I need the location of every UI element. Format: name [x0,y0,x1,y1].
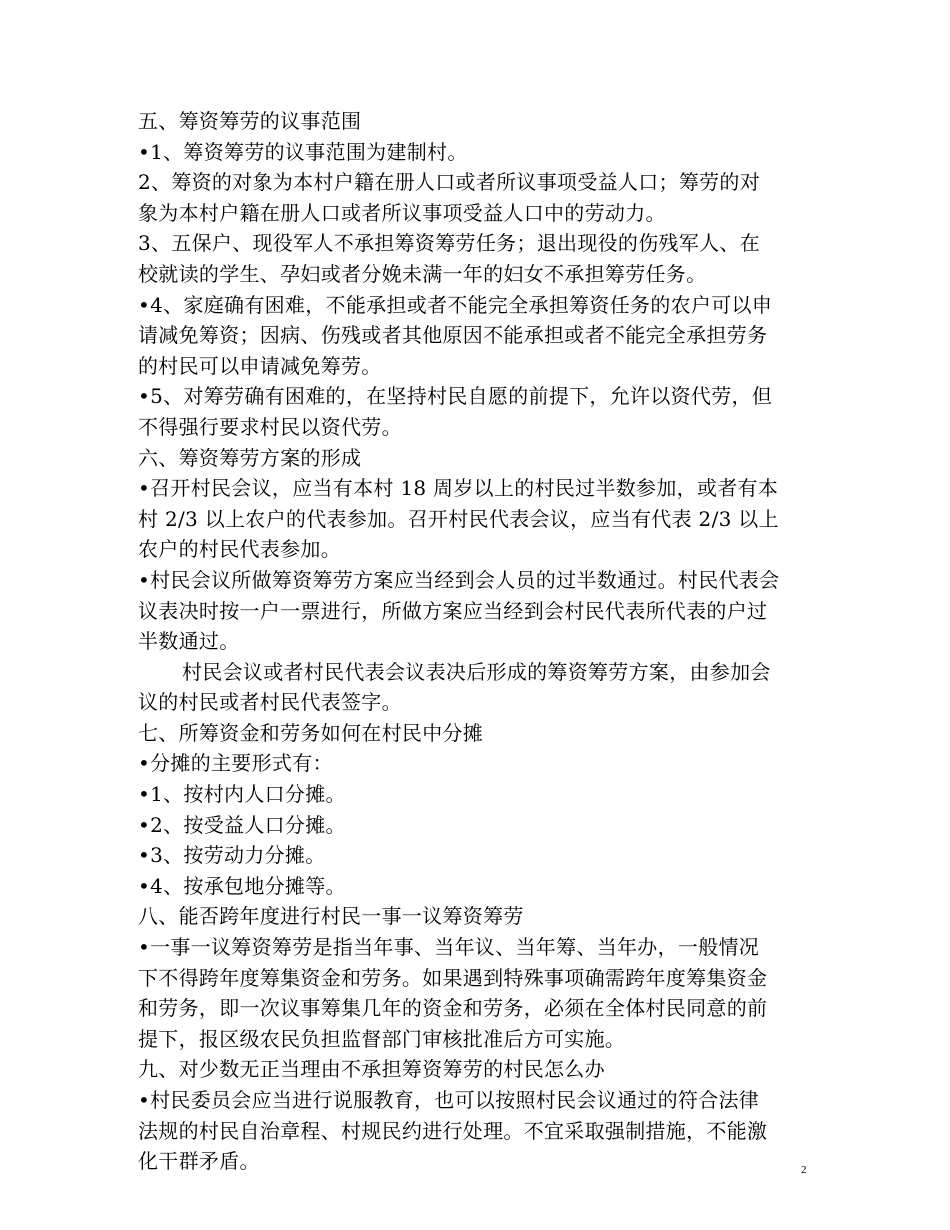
text-line: 八、能否跨年度进行村民一事一议筹资筹劳 [138,904,524,929]
text-line: •5、对筹劳确有困难的，在坚持村民自愿的前提下，允许以资代劳，但 [138,384,773,409]
text-line: •一事一议筹资筹劳是指当年事、当年议、当年筹、当年办，一般情况 [138,935,760,960]
text-line: •2、按受益人口分摊。 [138,812,346,837]
page-number: 2 [801,1164,807,1176]
text-line: 九、对少数无正当理由不承担筹资筹劳的村民怎么办 [138,1057,605,1082]
text-line: •分摊的主要形式有： [138,751,333,776]
text-line: 象为本村户籍在册人口或者所议事项受益人口中的劳动力。 [138,200,666,225]
text-line: 六、筹资筹劳方案的形成 [138,445,362,470]
text-line: 法规的村民自治章程、村规民约进行处理。不宜采取强制措施，不能激 [138,1118,768,1143]
text-line: •1、按村内人口分摊。 [138,782,346,807]
text-line: 的村民可以申请减免筹劳。 [138,353,382,378]
text-line: 村民会议或者村民代表会议表决后形成的筹资筹劳方案，由参加会 [182,659,771,684]
text-line: 五、筹资筹劳的议事范围 [138,109,362,133]
text-line: 请减免筹资；因病、伤残或者其他原因不能承担或者不能完全承担劳务 [138,323,768,348]
text-line: 2、筹资的对象为本村户籍在册人口或者所议事项受益人口；筹劳的对 [138,170,761,195]
text-line: •村民委员会应当进行说服教育，也可以按照村民会议通过的符合法律 [138,1088,760,1112]
text-line: •1、筹资筹劳的议事范围为建制村。 [138,139,468,164]
text-line: 七、所筹资金和劳务如何在村民中分摊 [138,720,484,745]
text-line: •村民会议所做筹资筹劳方案应当经到会人员的过半数通过。村民代表会 [138,567,780,592]
text-line: 不得强行要求村民以资代劳。 [138,414,402,439]
text-line: 村 2/3 以上农户的代表参加。召开村民代表会议，应当有代表 2/3 以上 [138,506,779,531]
text-line: •4、按承包地分摊等。 [138,873,346,898]
text-line: 化干群矛盾。 [138,1149,260,1174]
text-line: 农户的村民代表参加。 [138,537,341,562]
text-line: •召开村民会议，应当有本村 18 周岁以上的村民过半数参加，或者有本 [138,476,779,501]
text-line: •4、家庭确有困难，不能承担或者不能完全承担筹资任务的农户可以申 [138,292,773,317]
text-line: •3、按劳动力分摊。 [138,843,326,868]
document-body [138,106,810,1177]
text-line: 和劳务，即一次议事筹集几年的资金和劳务，必须在全体村民同意的前 [138,996,768,1021]
text-line: 议表决时按一户一票进行，所做方案应当经到会村民代表所代表的户过 [138,598,768,623]
text-line: 半数通过。 [138,629,240,654]
text-line: 提下，报区级农民负担监督部门审核批准后方可实施。 [138,1026,626,1051]
text-line: 校就读的学生、孕妇或者分娩未满一年的妇女不承担筹劳任务。 [138,261,707,286]
text-line: 下不得跨年度筹集资金和劳务。如果遇到特殊事项确需跨年度筹集资金 [138,965,768,990]
text-line: 3、五保户、现役军人不承担筹资筹劳任务；退出现役的伤残军人、在 [138,231,761,256]
text-line: 议的村民或者村民代表签字。 [138,690,402,715]
